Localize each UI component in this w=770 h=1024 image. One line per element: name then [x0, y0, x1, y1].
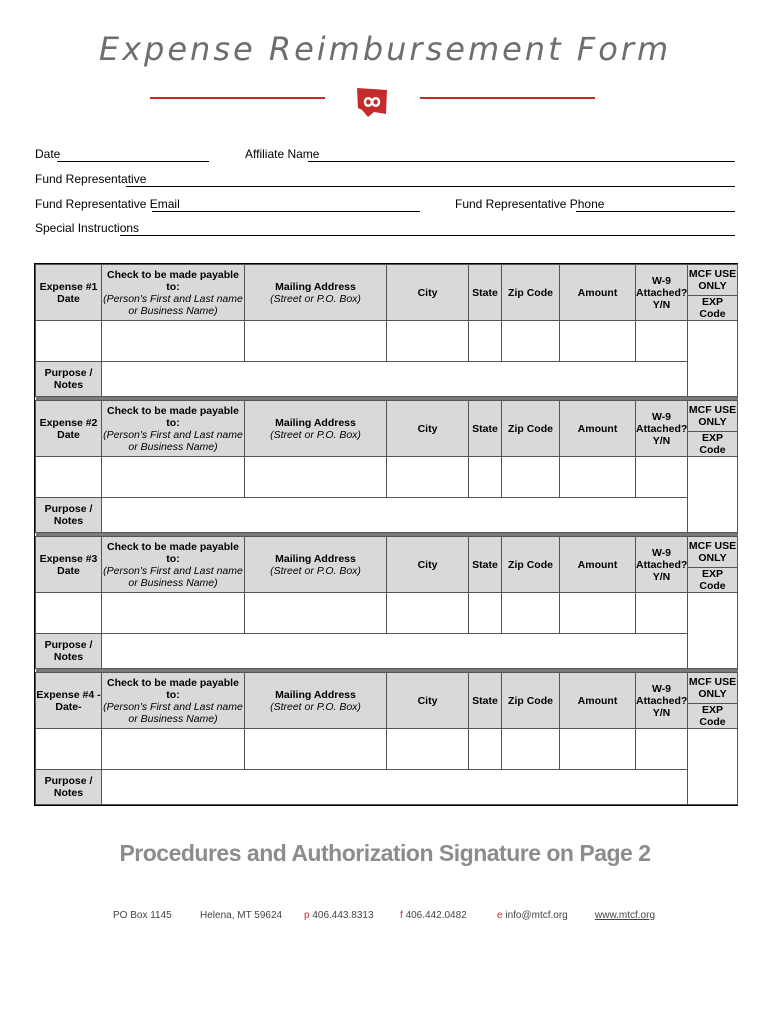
exp-code-cell — [688, 729, 738, 805]
mcf-use-header: MCF USE ONLY EXP Code — [688, 537, 738, 593]
w9-header: W-9 Attached? Y/N — [636, 401, 688, 457]
city-header: City — [387, 673, 469, 729]
procedures-heading: Procedures and Authorization Signature on Page 2 — [119, 840, 651, 866]
date-label: Date — [35, 147, 61, 161]
payee-cell[interactable] — [102, 729, 245, 770]
mailing-address-header: Mailing Address (Street or P.O. Box) — [245, 673, 387, 729]
amount-cell[interactable] — [560, 457, 636, 498]
zip-header: Zip Code — [502, 265, 560, 321]
w9-cell[interactable] — [636, 457, 688, 498]
zip-cell[interactable] — [502, 321, 560, 362]
payee-cell[interactable] — [102, 593, 245, 634]
amount-header: Amount — [560, 265, 636, 321]
state-cell[interactable] — [469, 729, 502, 770]
payee-cell[interactable] — [102, 321, 245, 362]
fund-rep-email-label: Fund Representative Email — [35, 197, 180, 211]
mailing-address-header: Mailing Address (Street or P.O. Box) — [245, 265, 387, 321]
mailing-address-cell[interactable] — [245, 457, 387, 498]
title-rule-left — [150, 97, 325, 99]
city-header: City — [387, 265, 469, 321]
purpose-notes-label: Purpose / Notes — [36, 498, 102, 533]
check-payable-header: Check to be made payable to: (Person's First and Last name or Business Name) — [102, 537, 245, 593]
date-input[interactable] — [57, 160, 209, 162]
special-instructions-label: Special Instructions — [35, 221, 140, 235]
amount-cell[interactable] — [560, 593, 636, 634]
amount-header: Amount — [560, 673, 636, 729]
mailing-address-cell[interactable] — [245, 321, 387, 362]
expense-date-header: Expense #1 Date — [36, 265, 102, 321]
amount-cell[interactable] — [560, 321, 636, 362]
zip-cell[interactable] — [502, 729, 560, 770]
zip-header: Zip Code — [502, 673, 560, 729]
fund-rep-phone-input[interactable] — [576, 210, 735, 212]
affiliate-name-input[interactable] — [308, 160, 735, 162]
expense-date-cell[interactable] — [36, 729, 102, 770]
w9-cell[interactable] — [636, 593, 688, 634]
state-header: State — [469, 537, 502, 593]
exp-code-cell — [688, 593, 738, 669]
purpose-notes-label: Purpose / Notes — [36, 634, 102, 669]
amount-header: Amount — [560, 537, 636, 593]
state-header: State — [469, 401, 502, 457]
w9-cell[interactable] — [636, 729, 688, 770]
state-header: State — [469, 673, 502, 729]
city-header: City — [387, 401, 469, 457]
amount-header: Amount — [560, 401, 636, 457]
title-rule-right — [420, 97, 595, 99]
expense-date-cell[interactable] — [36, 457, 102, 498]
mailing-address-header: Mailing Address (Street or P.O. Box) — [245, 401, 387, 457]
w9-header: W-9 Attached? Y/N — [636, 673, 688, 729]
mcf-use-header: MCF USE ONLY EXP Code — [688, 265, 738, 321]
mailing-address-cell[interactable] — [245, 729, 387, 770]
zip-cell[interactable] — [502, 457, 560, 498]
expense-date-cell[interactable] — [36, 321, 102, 362]
fund-rep-input[interactable] — [126, 185, 735, 187]
w9-header: W-9 Attached? Y/N — [636, 537, 688, 593]
exp-code-cell — [688, 457, 738, 533]
mcf-use-header: MCF USE ONLY EXP Code — [688, 673, 738, 729]
fund-rep-email-input[interactable] — [152, 210, 420, 212]
purpose-notes-cell[interactable] — [102, 634, 688, 669]
email-link[interactable]: e info@mtcf.org — [497, 910, 568, 921]
purpose-notes-label: Purpose / Notes — [36, 362, 102, 397]
expense-table — [34, 263, 738, 806]
purpose-notes-cell[interactable] — [102, 362, 688, 397]
city-cell[interactable] — [387, 729, 469, 770]
w9-header: W-9 Attached? Y/N — [636, 265, 688, 321]
purpose-notes-cell[interactable] — [102, 770, 688, 805]
fund-rep-phone-label: Fund Representative Phone — [455, 197, 605, 211]
phone-number: p 406.443.8313 — [304, 910, 374, 921]
mailing-address-cell[interactable] — [245, 593, 387, 634]
city-cell[interactable] — [387, 457, 469, 498]
zip-header: Zip Code — [502, 401, 560, 457]
state-cell[interactable] — [469, 593, 502, 634]
purpose-notes-cell[interactable] — [102, 498, 688, 533]
expense-date-header: Expense #2 Date — [36, 401, 102, 457]
check-payable-header: Check to be made payable to: (Person's First and Last name or Business Name) — [102, 673, 245, 729]
special-instructions-input[interactable] — [120, 234, 735, 236]
city-header: City — [387, 537, 469, 593]
expense-date-cell[interactable] — [36, 593, 102, 634]
exp-code-cell — [688, 321, 738, 397]
state-header: State — [469, 265, 502, 321]
state-cell[interactable] — [469, 457, 502, 498]
website-link[interactable]: www.mtcf.org — [595, 910, 656, 921]
po-box: PO Box 1145 — [113, 910, 172, 921]
state-cell[interactable] — [469, 321, 502, 362]
mcf-use-header: MCF USE ONLY EXP Code — [688, 401, 738, 457]
payee-cell[interactable] — [102, 457, 245, 498]
city-cell[interactable] — [387, 321, 469, 362]
amount-cell[interactable] — [560, 729, 636, 770]
city-address: Helena, MT 59624 — [200, 910, 283, 921]
expense-date-header: Expense #3 Date — [36, 537, 102, 593]
zip-header: Zip Code — [502, 537, 560, 593]
check-payable-header: Check to be made payable to: (Person's First and Last name or Business Name) — [102, 401, 245, 457]
purpose-notes-label: Purpose / Notes — [36, 770, 102, 805]
w9-cell[interactable] — [636, 321, 688, 362]
affiliate-name-label: Affiliate Name — [245, 147, 320, 161]
zip-cell[interactable] — [502, 593, 560, 634]
form-title: Expense Reimbursement Form — [98, 30, 672, 68]
fax-number: f 406.442.0482 — [400, 910, 467, 921]
mailing-address-header: Mailing Address (Street or P.O. Box) — [245, 537, 387, 593]
city-cell[interactable] — [387, 593, 469, 634]
foundation-logo-icon — [354, 84, 390, 120]
fund-rep-label: Fund Representative — [35, 172, 147, 186]
expense-date-header: Expense #4 -Date- — [36, 673, 102, 729]
check-payable-header: Check to be made payable to: (Person's First and Last name or Business Name) — [102, 265, 245, 321]
